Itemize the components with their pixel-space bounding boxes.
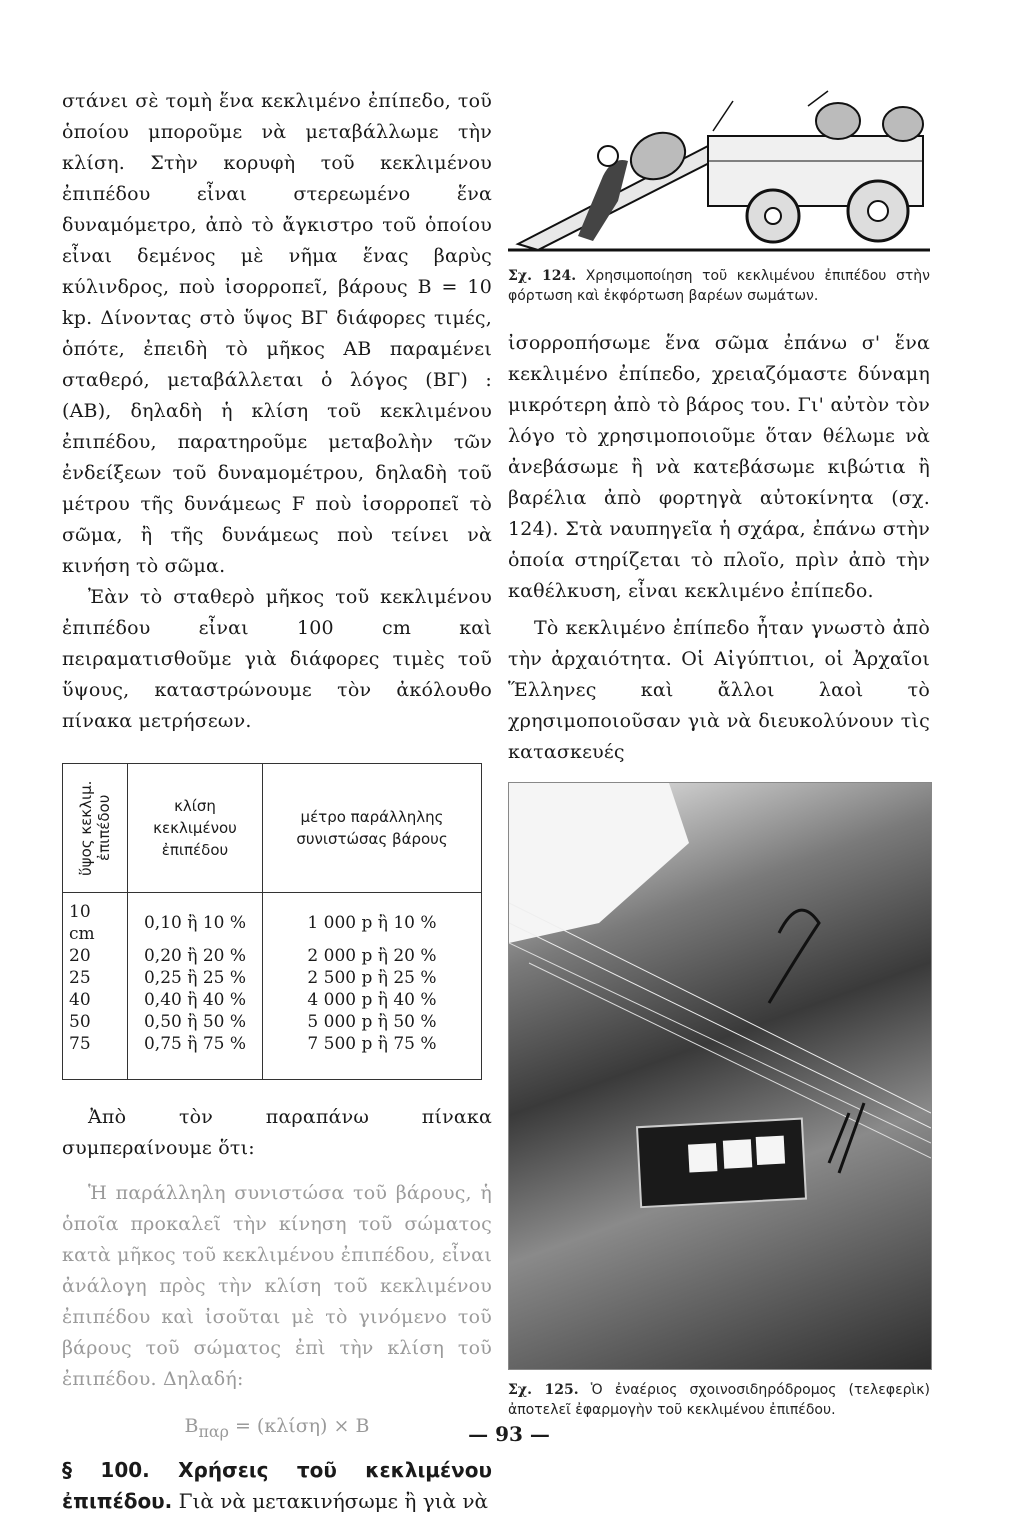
column-header: ὕψος κεκλιμ. ἐπιπέδου bbox=[77, 780, 113, 876]
paragraph-text: Ἀπὸ τὸν παραπάνω πίνακα συμπεραίνουμε ὅτι: bbox=[62, 1106, 492, 1159]
formula-lhs: Β bbox=[184, 1415, 199, 1437]
table-cell: 20 bbox=[63, 945, 128, 967]
caption-label: Σχ. 125. bbox=[508, 1382, 579, 1398]
table-row bbox=[63, 945, 482, 967]
paragraph-text: ἰσορροπήσωμε ἕνα σῶμα ἐπάνω σ' ἕνα κεκλιμένο ἐπίπεδο, χρειαζόμαστε δύναμη μικρότερη ἀπὸ τὸ βάρος του. Γι' αὐτὸν τὸν λόγο τὸ χρησιμοποιοῦμε ὅταν θέλωμε νὰ ἀνεβάσωμε ἢ νὰ κατεβάσωμε κιβώτια ἢ βαρέλια ἀπὸ φορτηγὰ αὐτοκίνητα (σχ. 124). Στὰ ναυπηγεῖα ἡ σχάρα, ἐπάνω στὴν ὁποία στηρίζεται τὸ πλοῖο, πρὶν ἀπὸ τὴν καθέλκυση, εἶναι κεκλιμένο ἐπίπεδο. bbox=[508, 332, 930, 602]
measurements-table bbox=[62, 763, 482, 1080]
table-cell: 0,50 ἢ 50 % bbox=[128, 1011, 263, 1033]
figure-124-illustration bbox=[508, 86, 930, 256]
body-paragraph bbox=[62, 1102, 492, 1395]
table-row bbox=[63, 1011, 482, 1033]
table-cell: 40 bbox=[63, 989, 128, 1011]
table-cell: 25 bbox=[63, 967, 128, 989]
table-cell: 50 bbox=[63, 1011, 128, 1033]
paragraph-text: στάνει σὲ τομὴ ἕνα κεκλιμένο ἐπίπεδο, τοῦ ὁποίου μποροῦμε νὰ μεταβάλλωμε τὴν κλίση. Στὴν κορυφὴ τοῦ κεκλιμένου ἐπιπέδου εἶναι στερεωμένο ἕνα δυναμόμετρο, ἀπὸ τὸ ἄγκιστρο τοῦ ὁποίου εἶναι δεμένος μὲ νῆμα ἕνας βαρὺς κύλινδρος, ποὺ ἰσορροπεῖ, βάρους Β = 10 kp. Δίνοντας στὸ ὕψος ΒΓ διάφορες τιμές, ὁπότε, ἐπειδὴ τὸ μῆκος ΑΒ παραμένει σταθερό, μεταβάλλεται ὁ λόγος (ΒΓ) : (ΑΒ), δηλαδὴ ἡ κλίση τοῦ κεκλιμένου ἐπιπέδου, παρατηροῦμε μεταβολὴν τῶν ἐνδείξεων τοῦ δυναμομέτρου, δηλαδὴ τοῦ μέτρου τῆς δυνάμεως F ποὺ ἰσορροπεῖ τὸ σῶμα, ἢ τῆς δυνάμεως ποὺ τείνει νὰ κινήση τὸ σῶμα. bbox=[62, 90, 492, 577]
section-100 bbox=[62, 1455, 492, 1517]
section-text: Γιὰ νὰ μετακινήσωμε ἢ γιὰ νὰ bbox=[172, 1488, 489, 1513]
column-header: μέτρο παράλληλης συνιστώσας βάρους bbox=[296, 808, 448, 848]
formula-rhs: = (κλίση) × Β bbox=[228, 1415, 370, 1437]
table-header-row bbox=[63, 764, 482, 893]
page-number: — 93 — bbox=[468, 1422, 550, 1446]
table-cell: 0,20 ἢ 20 % bbox=[128, 945, 263, 967]
column-header: κλίση κεκλιμένου ἐπιπέδου bbox=[153, 797, 237, 859]
table-row bbox=[63, 989, 482, 1011]
table-cell: 5 000 p ἢ 50 % bbox=[263, 1011, 482, 1033]
figure-125-photo bbox=[508, 782, 932, 1370]
table-cell: 4 000 p ἢ 40 % bbox=[263, 989, 482, 1011]
section-title: § 100. Χρήσεις τοῦ κεκλιμένου ἐπιπέδου. bbox=[62, 1457, 492, 1513]
paragraph-text: Ἐὰν τὸ σταθερὸ μῆκος τοῦ κεκλιμένου ἐπιπέδου εἶναι 100 cm καὶ πειραματισθοῦμε γιὰ διάφορες τιμὲς τοῦ ὕψους, καταστρώνουμε τὸν ἀκόλουθο πίνακα μετρήσεων. bbox=[62, 586, 492, 732]
table-cell: 75 bbox=[63, 1033, 128, 1080]
figure-125-caption bbox=[508, 1380, 930, 1420]
caption-text: Ὁ ἐναέριος σχοινοσιδηρόδρομος (τελεφερὶκ) ἀποτελεῖ ἐφαρμογὴν τοῦ κεκλιμένου ἐπιπέδου. bbox=[508, 1382, 931, 1418]
table-cell: 0,10 ἢ 10 % bbox=[128, 893, 263, 946]
table-cell: 0,25 ἢ 25 % bbox=[128, 967, 263, 989]
body-paragraph bbox=[508, 328, 930, 768]
table-row bbox=[63, 893, 482, 946]
table-cell: 10 cm bbox=[63, 893, 128, 946]
cable-car-photo bbox=[509, 783, 931, 1369]
table-row bbox=[63, 967, 482, 989]
figure-124-caption bbox=[508, 266, 930, 306]
table-row bbox=[63, 1033, 482, 1080]
table-cell: 1 000 p ἢ 10 % bbox=[263, 893, 482, 946]
table-cell: 2 500 p ἢ 25 % bbox=[263, 967, 482, 989]
table-cell: 2 000 p ἢ 20 % bbox=[263, 945, 482, 967]
truck-loading-illustration bbox=[508, 86, 930, 256]
rule-statement: Ἡ παράλληλη συνιστώσα τοῦ βάρους, ἡ ὁποῖα προκαλεῖ τὴν κίνηση τοῦ σώματος κατὰ μῆκος τοῦ κεκλιμένου ἐπιπέδου, εἶναι ἀνάλογη πρὸς τὴν κλίση τοῦ κεκλιμένου ἐπιπέδου καὶ ἰσοῦται μὲ τὸ γινόμενο τοῦ βάρους τοῦ σώματος ἐπὶ τὴν κλίση τοῦ ἐπιπέδου. Δηλαδή: bbox=[62, 1182, 492, 1390]
caption-text: Χρησιμοποίηση τοῦ κεκλιμένου ἐπιπέδου στὴν φόρτωση καὶ ἐκφόρτωση βαρέων σωμάτων. bbox=[508, 268, 931, 304]
table-cell: 0,40 ἢ 40 % bbox=[128, 989, 263, 1011]
caption-label: Σχ. 124. bbox=[508, 268, 577, 284]
table-cell: 0,75 ἢ 75 % bbox=[128, 1033, 263, 1080]
table-cell: 7 500 p ἢ 75 % bbox=[263, 1033, 482, 1080]
body-paragraph bbox=[62, 86, 492, 737]
left-column bbox=[62, 86, 492, 1517]
paragraph-text: Τὸ κεκλιμένο ἐπίπεδο ἦταν γνωστὸ ἀπὸ τὴν ἀρχαιότητα. Οἱ Αἰγύπτιοι, οἱ Ἀρχαῖοι Ἕλληνες καὶ ἄλλοι λαοὶ τὸ χρησιμοποιοῦσαν γιὰ νὰ διευκολύνουν τὶς κατασκευές bbox=[508, 617, 930, 763]
right-column bbox=[508, 86, 930, 1420]
formula-subscript: παρ bbox=[198, 1421, 229, 1441]
